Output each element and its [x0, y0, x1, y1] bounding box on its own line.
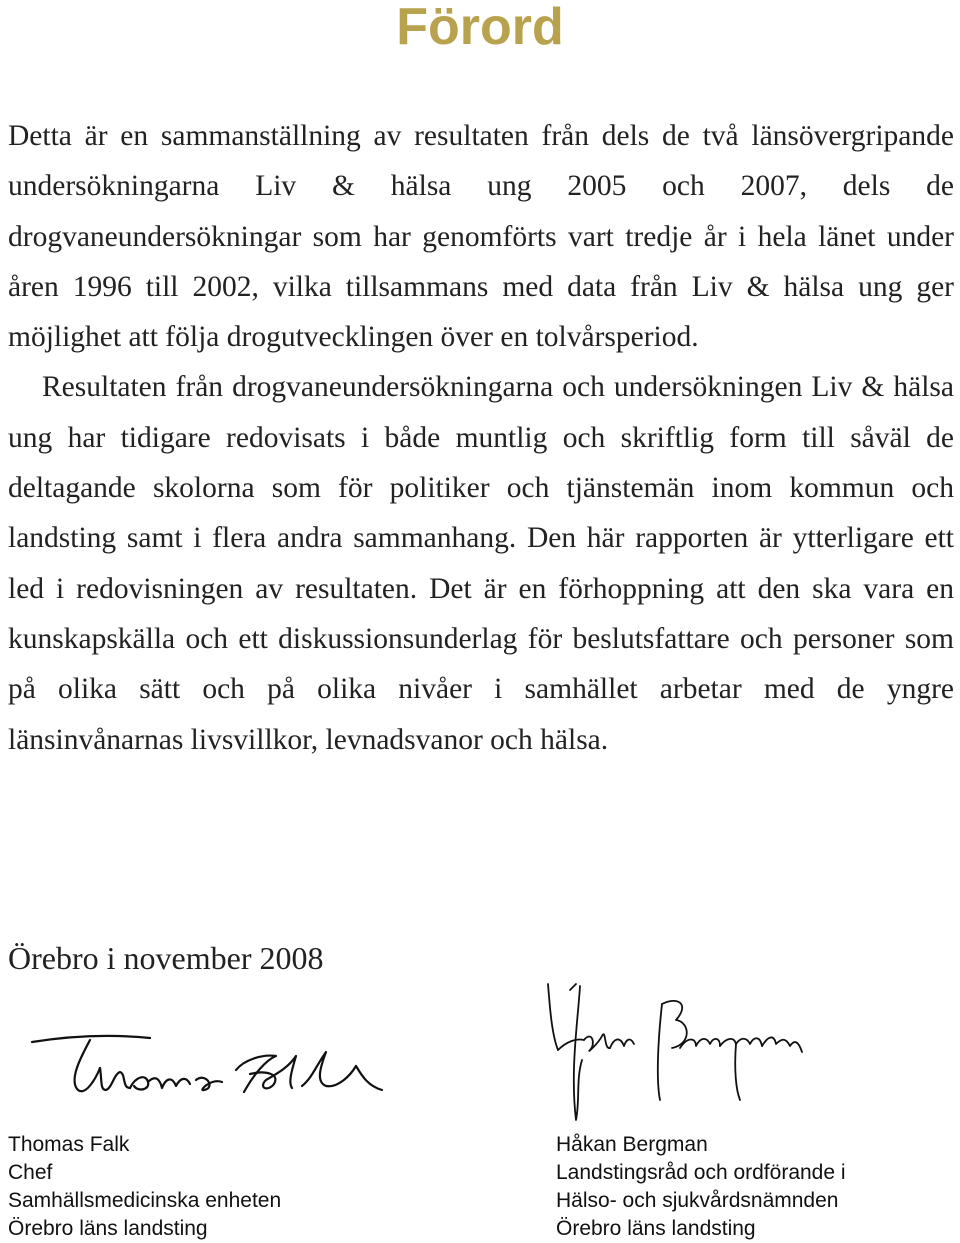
- paragraph-results: [8, 362, 954, 764]
- signatory-left: [8, 1131, 281, 1243]
- signatory-name: Thomas Falk: [8, 1133, 130, 1156]
- paragraph-results-text: Resultaten från drogvaneundersökningarna och undersökningen Liv & hälsa ung har tidigare redovisats i både muntlig och skriftlig form till såväl de deltagande skolorna som för politiker och tjänstemän inom kommun och landsting samt i flera andra sammanhang. Den här rapporten är ytterligare ett led i redovisningen av resultaten. Det är en förhoppning att den ska vara en kunskapskälla och ett diskussionsunderlag för beslutsfattare och personer som på olika sätt och på olika nivåer i samhället arbetar med de yngre länsinvånarnas livsvillkor, levnadsvanor och hälsa.: [8, 371, 954, 756]
- signatory-unit: Hälso- och sjukvårdsnämnden: [556, 1189, 839, 1212]
- signatory-role: Chef: [8, 1161, 53, 1184]
- paragraph-intro: Detta är en sammanställning av resultaten från dels de två länsövergripande undersökningarna Liv & hälsa ung 2005 och 2007, dels de drogvaneundersökningar som har genomförts vart tredje år i hela länet under åren 1996 till 2002, vilka tillsammans med data från Liv & hälsa ung ger möjlighet att följa drogutvecklingen över en tolvårsperiod.: [8, 120, 954, 354]
- body-text: [8, 111, 954, 765]
- signatory-unit: Samhällsmedicinska enheten: [8, 1189, 282, 1212]
- signatory-role: Landstingsråd och ordförande i: [556, 1161, 846, 1184]
- signature-thomas-falk: [30, 1030, 390, 1100]
- signatory-right: [556, 1131, 846, 1243]
- signature-hakan-bergman: [540, 980, 810, 1130]
- signatory-org: Örebro läns landsting: [8, 1217, 208, 1240]
- place-date: Örebro i november 2008: [8, 940, 324, 976]
- signatory-name: Håkan Bergman: [556, 1133, 708, 1156]
- page-title: Förord: [396, 0, 564, 56]
- signatory-org: Örebro läns landsting: [556, 1217, 756, 1240]
